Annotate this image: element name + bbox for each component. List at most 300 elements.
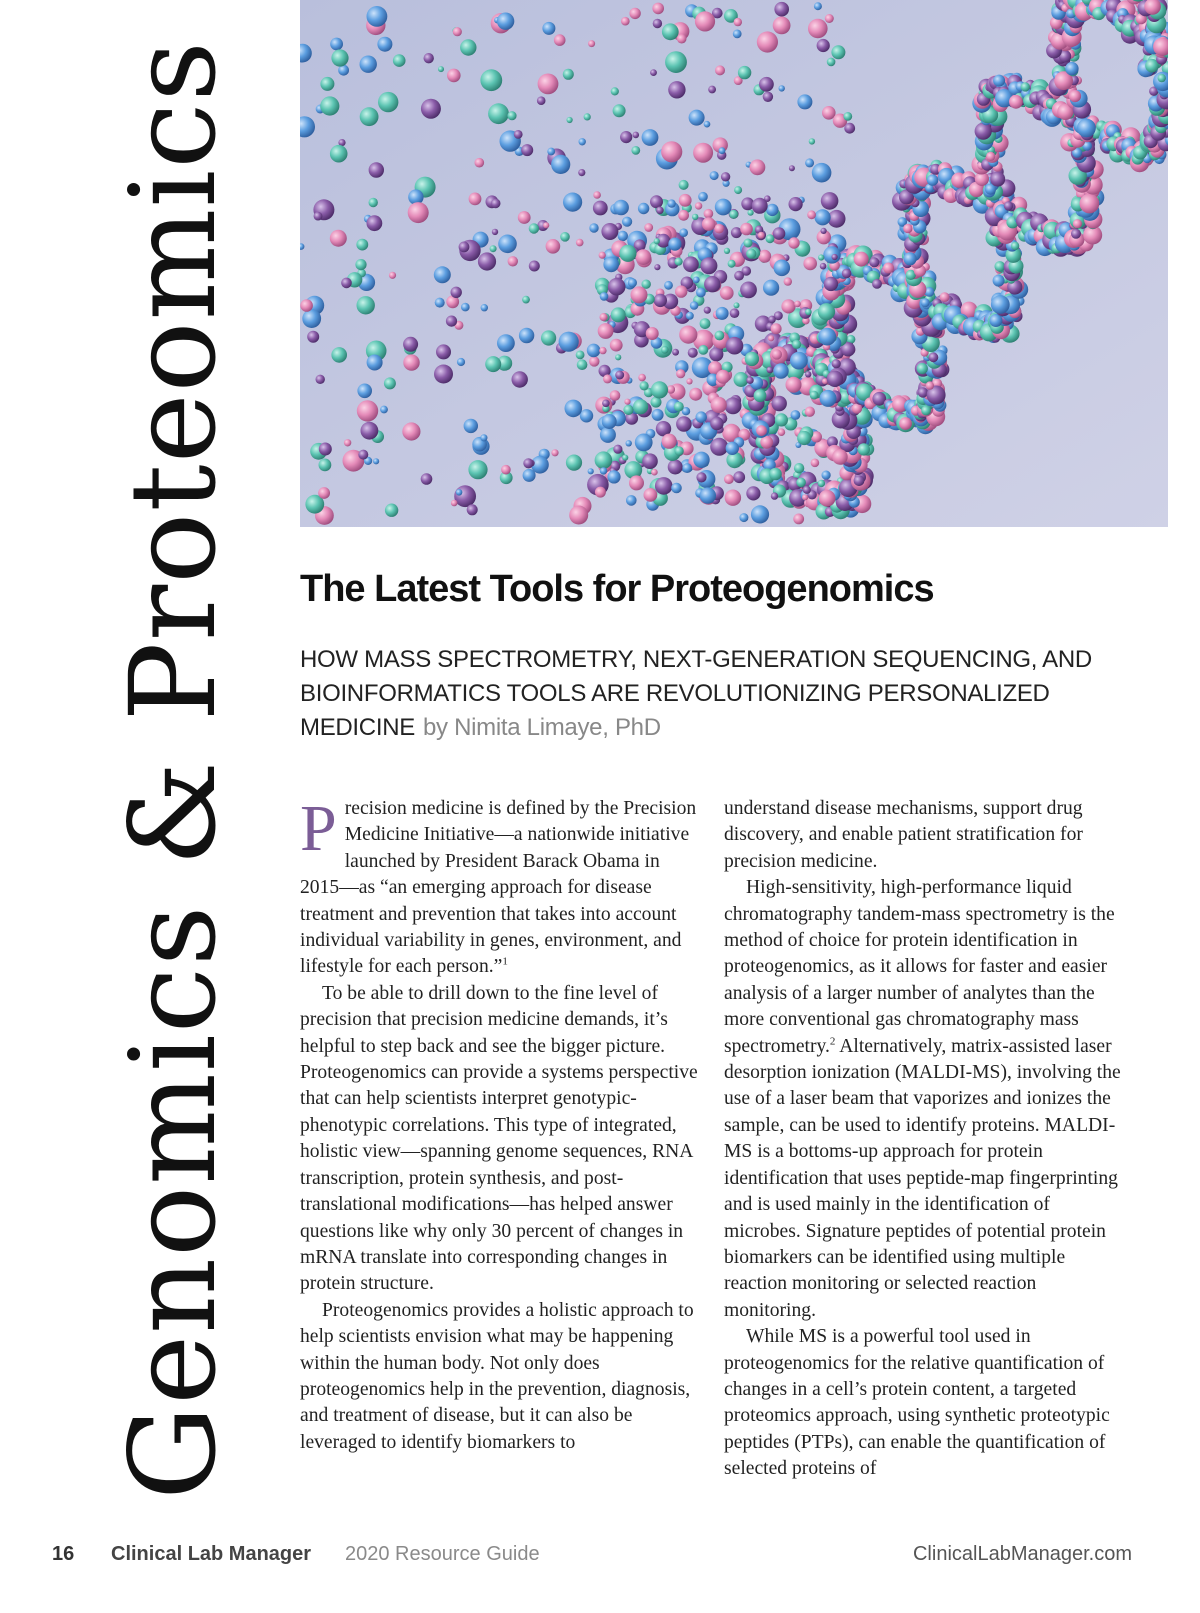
- molecule-sphere: [769, 468, 782, 481]
- molecule-sphere: [380, 406, 388, 414]
- molecule-sphere: [599, 252, 606, 259]
- molecule-sphere: [661, 346, 669, 354]
- molecule-sphere: [740, 223, 753, 236]
- molecule-sphere: [330, 38, 343, 51]
- molecule-sphere: [628, 278, 637, 287]
- molecule-sphere: [734, 18, 742, 26]
- molecule-sphere: [314, 212, 323, 221]
- molecule-sphere: [690, 301, 699, 310]
- molecule-sphere: [733, 471, 745, 483]
- molecule-sphere: [512, 371, 528, 387]
- molecule-sphere: [331, 49, 348, 66]
- molecule-sphere: [357, 296, 375, 314]
- molecule-sphere: [393, 54, 406, 67]
- molecule-sphere: [635, 249, 651, 265]
- molecule-sphere: [569, 506, 588, 525]
- molecule-sphere: [832, 254, 838, 260]
- dna-illustration: [300, 0, 1168, 527]
- molecule-sphere: [642, 453, 658, 469]
- molecule-sphere: [803, 257, 817, 271]
- molecule-sphere: [883, 263, 894, 274]
- molecule-sphere: [644, 488, 658, 502]
- molecule-sphere: [330, 145, 348, 163]
- molecule-sphere: [421, 99, 441, 119]
- molecule-sphere: [822, 471, 831, 480]
- molecule-sphere: [456, 489, 463, 496]
- website-link[interactable]: ClinicalLabManager.com: [912, 1543, 1132, 1565]
- molecule-sphere: [676, 416, 692, 432]
- molecule-sphere: [844, 123, 855, 134]
- molecule-sphere: [302, 309, 321, 328]
- molecule-sphere: [719, 147, 726, 154]
- molecule-sphere: [744, 239, 753, 248]
- molecule-sphere: [815, 209, 831, 225]
- molecule-sphere: [490, 245, 497, 252]
- molecule-sphere: [668, 238, 681, 251]
- molecule-sphere: [693, 452, 709, 468]
- paragraph-5: [724, 875, 1126, 1324]
- molecule-sphere: [746, 486, 760, 500]
- molecule-sphere: [467, 504, 478, 515]
- molecule-sphere: [589, 223, 598, 232]
- molecule-sphere: [677, 34, 687, 44]
- molecule-sphere: [676, 369, 685, 378]
- molecule-sphere: [812, 163, 832, 183]
- molecule-sphere: [608, 278, 626, 296]
- molecule-sphere: [825, 14, 834, 23]
- molecule-sphere: [716, 370, 730, 384]
- molecule-sphere: [773, 363, 788, 378]
- paragraph-6: While MS is a powerful tool used in proteogenomics for the relative quantification of changes in a cell’s protein content, a targeted proteomics approach, using synthetic proteotypic peptides (PTPs), can enable the quantification of selected proteins of: [724, 1326, 1110, 1480]
- molecule-sphere: [745, 352, 759, 366]
- molecule-sphere: [631, 146, 640, 155]
- molecule-sphere: [730, 308, 740, 318]
- molecule-sphere: [700, 257, 717, 274]
- molecule-sphere: [576, 351, 585, 360]
- byline: by Nimita Limaye, PhD: [422, 714, 661, 741]
- molecule-sphere: [774, 260, 791, 277]
- molecule-sphere: [993, 275, 1005, 287]
- molecule-sphere: [615, 354, 621, 360]
- molecule-sphere: [792, 340, 801, 349]
- molecule-sphere: [679, 194, 692, 207]
- molecule-sphere: [818, 328, 836, 346]
- molecule-sphere: [563, 69, 574, 80]
- molecule-sphere: [421, 473, 433, 485]
- molecule-sphere: [451, 287, 462, 298]
- molecule-sphere: [316, 375, 325, 384]
- molecule-sphere: [986, 152, 995, 161]
- molecule-sphere: [842, 269, 852, 279]
- molecule-sphere: [620, 131, 632, 143]
- molecule-sphere: [686, 312, 694, 320]
- molecule-sphere: [818, 303, 835, 320]
- molecule-sphere: [360, 107, 379, 126]
- molecule-sphere: [588, 40, 595, 47]
- molecule-sphere: [662, 434, 677, 449]
- molecule-sphere: [618, 231, 628, 241]
- molecule-sphere: [917, 363, 928, 374]
- molecule-sphere: [696, 288, 706, 298]
- molecule-sphere: [854, 475, 865, 486]
- molecule-sphere: [726, 442, 739, 455]
- molecule-sphere: [656, 207, 664, 215]
- molecule-sphere: [696, 472, 706, 482]
- molecule-sphere: [763, 92, 773, 102]
- molecule-sphere: [613, 445, 622, 454]
- molecule-sphere: [460, 39, 476, 55]
- molecule-sphere: [766, 204, 778, 216]
- molecule-sphere: [674, 402, 684, 412]
- paragraph-1: [300, 792, 702, 981]
- molecule-sphere: [810, 391, 819, 400]
- molecule-sphere: [610, 390, 621, 401]
- molecule-sphere: [633, 132, 640, 139]
- molecule-sphere: [700, 318, 711, 329]
- molecule-sphere: [538, 74, 559, 95]
- molecule-sphere: [716, 307, 729, 320]
- molecule-sphere: [622, 217, 632, 227]
- molecule-sphere: [519, 328, 534, 343]
- molecule-sphere: [710, 417, 723, 430]
- molecule-sphere: [626, 440, 632, 446]
- molecule-sphere: [733, 30, 742, 39]
- molecule-sphere: [611, 87, 619, 95]
- molecule-sphere: [318, 487, 330, 499]
- molecule-sphere: [567, 117, 573, 123]
- molecule-sphere: [725, 490, 741, 506]
- molecule-sphere: [903, 224, 912, 233]
- paragraph-5-text-a: High-sensitivity, high-performance liquid chromatography tandem-mass spectrometry is the method of choice for protein identification in proteogenomics, as it allows for faster and easier analysis of a larger number of analytes than the more conventional gas chromatography mass spectrometry.: [724, 877, 1115, 1057]
- molecule-sphere: [821, 228, 827, 234]
- molecule-sphere: [593, 201, 608, 216]
- molecule-sphere: [547, 148, 555, 156]
- molecule-sphere: [529, 223, 539, 233]
- molecule-sphere: [708, 86, 716, 94]
- molecule-sphere: [1011, 242, 1019, 250]
- molecule-sphere: [704, 121, 711, 128]
- molecule-sphere: [389, 272, 396, 279]
- molecule-sphere: [903, 252, 916, 265]
- article-deck: [300, 643, 1160, 745]
- molecule-sphere: [468, 460, 487, 479]
- molecule-sphere: [434, 266, 451, 283]
- molecule-sphere: [385, 504, 398, 517]
- molecule-sphere: [485, 356, 501, 372]
- molecule-sphere: [918, 387, 928, 397]
- molecule-sphere: [523, 469, 536, 482]
- molecule-sphere: [675, 285, 687, 297]
- molecule-sphere: [768, 335, 774, 341]
- molecule-sphere: [1080, 194, 1100, 214]
- molecule-sphere: [759, 77, 774, 92]
- molecule-sphere: [698, 345, 708, 355]
- molecule-sphere: [514, 130, 523, 139]
- molecule-sphere: [827, 58, 836, 67]
- molecule-sphere: [523, 458, 533, 468]
- molecule-sphere: [683, 256, 699, 272]
- paragraph-1-text: recision medicine is defined by the Precision Medicine Initiative—a nationwide initiative launched by President Barack Obama in 2015—as “an emerging approach for disease treatment and prevention that takes into account individual variability in genes, environment, and lifestyle for each person.”: [300, 798, 697, 978]
- molecule-sphere: [797, 431, 811, 445]
- molecule-sphere: [734, 271, 744, 281]
- molecule-sphere: [686, 378, 692, 384]
- molecule-sphere: [779, 85, 785, 91]
- molecule-sphere: [357, 384, 372, 399]
- molecule-sphere: [459, 242, 470, 253]
- molecule-sphere: [820, 263, 827, 270]
- molecule-sphere: [664, 281, 673, 290]
- molecule-sphere: [319, 443, 332, 456]
- molecule-sphere: [601, 223, 618, 240]
- molecule-sphere: [369, 162, 384, 177]
- molecule-sphere: [773, 227, 786, 240]
- molecule-sphere: [661, 141, 682, 162]
- molecule-sphere: [693, 277, 700, 284]
- molecule-sphere: [580, 409, 593, 422]
- molecule-sphere: [767, 367, 774, 374]
- molecule-sphere: [667, 199, 675, 207]
- molecule-sphere: [650, 195, 663, 208]
- molecule-sphere: [814, 2, 822, 10]
- molecule-sphere: [715, 199, 732, 216]
- molecule-sphere: [807, 210, 816, 219]
- molecule-sphere: [603, 257, 619, 273]
- molecule-sphere: [355, 259, 366, 270]
- molecule-sphere: [794, 463, 804, 473]
- molecule-sphere: [821, 192, 839, 210]
- molecule-sphere: [714, 224, 724, 234]
- paragraph-2: To be able to drill down to the fine level of precision that precision medicine demands, it’s helpful to step back and see the bigger picture. Proteogenomics can provide a systems perspective that can help scientists interpret genotypic-phenotypic correlations. This type of integrated, holistic view—spanning genome sequences, RNA transcription, protein synthesis, and post-translational modifications—has helped answer questions like why only 30 percent of changes in mRNA translate into corresponding changes in protein structure.: [300, 982, 698, 1295]
- molecule-sphere: [695, 11, 715, 31]
- molecule-sphere: [626, 495, 637, 506]
- molecule-sphere: [560, 232, 570, 242]
- molecule-sphere: [623, 405, 633, 415]
- molecule-sphere: [436, 344, 451, 359]
- molecule-sphere: [651, 381, 668, 398]
- molecule-sphere: [802, 494, 808, 500]
- molecule-sphere: [320, 77, 334, 91]
- molecule-sphere: [629, 475, 644, 490]
- molecule-sphere: [481, 304, 488, 311]
- molecule-sphere: [715, 331, 725, 341]
- molecule-sphere: [1021, 82, 1030, 91]
- molecule-sphere: [809, 138, 815, 144]
- molecule-sphere: [589, 356, 599, 366]
- molecule-sphere: [784, 277, 792, 285]
- molecule-sphere: [788, 237, 799, 248]
- molecule-sphere: [831, 45, 845, 59]
- molecule-sphere: [790, 352, 808, 370]
- molecule-sphere: [551, 449, 558, 456]
- molecule-sphere: [577, 359, 588, 370]
- molecule-sphere: [675, 446, 684, 455]
- molecule-sphere: [480, 434, 487, 441]
- molecule-sphere: [619, 245, 636, 262]
- molecule-sphere: [559, 332, 579, 352]
- molecule-sphere: [791, 410, 801, 420]
- molecule-sphere: [679, 180, 689, 190]
- molecule-sphere: [434, 365, 453, 384]
- molecule-sphere: [492, 229, 498, 235]
- page-number: 16: [52, 1543, 75, 1565]
- molecule-sphere: [926, 381, 934, 389]
- molecule-sphere: [750, 159, 766, 175]
- molecule-sphere: [758, 232, 765, 239]
- molecule-sphere: [704, 276, 720, 292]
- molecule-sphere: [773, 17, 791, 35]
- molecule-sphere: [665, 51, 687, 73]
- molecule-sphere: [819, 490, 836, 507]
- molecule-sphere: [772, 396, 787, 411]
- molecule-sphere: [725, 397, 742, 414]
- molecule-sphere: [435, 298, 445, 308]
- molecule-sphere: [710, 171, 719, 180]
- molecule-sphere: [771, 492, 778, 499]
- molecule-sphere: [854, 252, 869, 267]
- molecule-sphere: [709, 347, 723, 361]
- molecule-sphere: [724, 474, 734, 484]
- article-title: The Latest Tools for Proteogenomics: [300, 568, 934, 610]
- molecule-sphere: [638, 203, 649, 214]
- molecule-sphere: [689, 388, 702, 401]
- molecule-sphere: [607, 470, 620, 483]
- molecule-sphere: [803, 486, 811, 494]
- molecule-sphere: [921, 406, 931, 416]
- molecule-sphere: [652, 3, 664, 15]
- body-column-left: [300, 792, 702, 1456]
- molecule-sphere: [748, 210, 754, 216]
- molecule-sphere: [588, 468, 594, 474]
- footnote-ref-1: 1: [502, 955, 508, 968]
- molecule-sphere: [805, 371, 811, 377]
- molecule-sphere: [453, 27, 462, 36]
- molecule-sphere: [491, 199, 501, 209]
- molecule-sphere: [756, 425, 767, 436]
- molecule-sphere: [729, 210, 738, 219]
- molecule-sphere: [541, 330, 556, 345]
- molecule-sphere: [611, 307, 626, 322]
- molecule-sphere: [546, 239, 561, 254]
- molecule-sphere: [711, 397, 727, 413]
- molecule-sphere: [786, 377, 802, 393]
- molecule-sphere: [738, 66, 751, 79]
- molecule-sphere: [827, 371, 843, 387]
- molecule-sphere: [774, 2, 789, 17]
- molecule-sphere: [808, 19, 828, 39]
- molecule-sphere: [377, 37, 392, 52]
- molecule-sphere: [872, 279, 882, 289]
- molecule-sphere: [408, 202, 429, 223]
- molecule-sphere: [858, 443, 870, 455]
- molecule-sphere: [330, 230, 347, 247]
- molecule-sphere: [781, 299, 795, 313]
- molecule-sphere: [635, 434, 653, 452]
- molecule-sphere: [629, 8, 640, 19]
- molecule-sphere: [672, 349, 679, 356]
- molecule-sphere: [488, 103, 509, 124]
- molecule-sphere: [824, 277, 838, 291]
- molecule-sphere: [818, 480, 825, 487]
- molecule-sphere: [595, 451, 613, 469]
- molecule-sphere: [668, 81, 685, 98]
- molecule-sphere: [823, 246, 840, 263]
- molecule-sphere: [740, 282, 757, 299]
- molecule-sphere: [361, 422, 379, 440]
- molecule-sphere: [584, 113, 591, 120]
- molecule-sphere: [734, 302, 740, 308]
- molecule-sphere: [600, 292, 609, 301]
- molecule-sphere: [832, 359, 841, 368]
- molecule-sphere: [384, 377, 396, 389]
- molecule-sphere: [796, 478, 806, 488]
- section-label: Genomics & Proteomics: [104, 40, 242, 1500]
- magazine-name: Clinical Lab Manager: [111, 1543, 312, 1565]
- molecule-sphere: [702, 217, 716, 231]
- molecule-sphere: [631, 286, 648, 303]
- molecule-sphere: [975, 123, 992, 140]
- paragraph-4: understand disease mechanisms, support drug discovery, and enable patient stratification for precision medicine.: [724, 798, 1083, 872]
- molecule-sphere: [724, 248, 730, 254]
- molecule-sphere: [640, 381, 649, 390]
- molecule-sphere: [602, 414, 617, 429]
- molecule-sphere: [653, 19, 662, 28]
- molecule-sphere: [358, 450, 368, 460]
- molecule-sphere: [622, 455, 628, 461]
- molecule-sphere: [457, 358, 465, 366]
- molecule-sphere: [599, 347, 606, 354]
- molecule-sphere: [1073, 219, 1082, 228]
- molecule-sphere: [805, 158, 814, 167]
- molecule-sphere: [529, 261, 540, 272]
- body-column-right: [724, 796, 1126, 1483]
- molecule-sphere: [710, 438, 728, 456]
- molecule-sphere: [675, 258, 683, 266]
- molecule-sphere: [373, 458, 379, 464]
- molecule-sphere: [655, 477, 673, 495]
- molecule-sphere: [689, 110, 705, 126]
- molecule-sphere: [357, 400, 378, 421]
- molecule-sphere: [360, 55, 377, 72]
- molecule-sphere: [542, 22, 555, 35]
- molecule-sphere: [613, 104, 626, 117]
- molecule-sphere: [662, 23, 679, 40]
- paragraph-5-text-b: Alternatively, matrix-assisted laser desorption ionization (MALDI-MS), involving the use of a laser beam that vaporizes and ionizes the sample, can be used to identify proteins. MALDI-MS is a bottoms-up approach for protein identification that uses peptide-map fingerprinting and is used mainly in the identification of microbes. Signature peptides of potential protein biomarkers can be identified using multiple reaction monitoring or selected reaction monitoring.: [724, 1035, 1121, 1321]
- molecule-sphere: [692, 214, 698, 220]
- molecule-sphere: [1158, 74, 1166, 82]
- molecule-sphere: [518, 211, 531, 224]
- molecule-sphere: [817, 39, 830, 52]
- molecule-sphere: [739, 513, 748, 522]
- page-footer: [52, 1543, 1132, 1571]
- molecule-sphere: [579, 138, 586, 145]
- molecule-sphere: [367, 215, 383, 231]
- molecule-sphere: [1009, 95, 1023, 109]
- molecule-sphere: [772, 349, 782, 359]
- molecule-sphere: [447, 69, 461, 83]
- molecule-sphere: [726, 337, 744, 355]
- molecule-sphere: [693, 143, 713, 163]
- molecule-sphere: [654, 238, 660, 244]
- molecule-sphere: [587, 344, 601, 358]
- molecule-sphere: [818, 254, 824, 260]
- molecule-sphere: [789, 197, 803, 211]
- molecule-sphere: [508, 256, 518, 266]
- molecule-sphere: [752, 198, 768, 214]
- molecule-sphere: [754, 389, 767, 402]
- molecule-sphere: [789, 165, 795, 171]
- molecule-sphere: [341, 278, 352, 289]
- molecule-sphere: [654, 294, 667, 307]
